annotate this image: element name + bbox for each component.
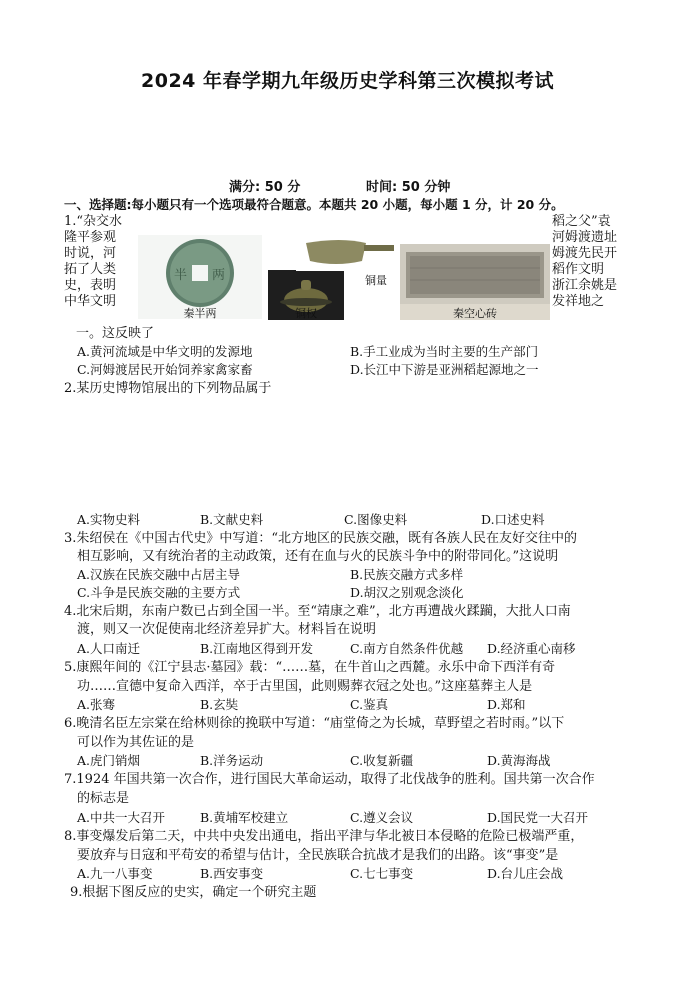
q3-option-c[interactable]: C.斗争是民族交融的主要方式 bbox=[77, 585, 241, 600]
q1-left-line: 1.“杂交水 bbox=[64, 214, 123, 229]
q8-line: 8.事变爆发后第二天，中共中央发出通电，指出平津与华北被日本侵略的危险已极端严重， bbox=[64, 829, 584, 844]
q1-option-d[interactable]: D.长江中下游是亚洲稻起源地之一 bbox=[350, 362, 539, 377]
q7-option-a[interactable]: A.中共一大召开 bbox=[77, 810, 166, 825]
q8-option-c[interactable]: C.七七事变 bbox=[350, 866, 414, 881]
q1-left-line: 隆平参观 bbox=[64, 230, 117, 245]
q1-right-line: 姆渡先民开 bbox=[552, 246, 618, 261]
q6-option-d[interactable]: D.黄海海战 bbox=[487, 753, 551, 768]
q8-line: 要放弃与日寇和平苟安的希望与估计，全民族联合抗战才是我们的出路。该“事变”是 bbox=[77, 848, 559, 863]
q5-line: 功……宣德中复命入西洋，卒于古里国，此则赐葬衣冠之处也。”这座墓葬主人是 bbox=[77, 679, 533, 694]
q1-right-line: 稻之父”袁 bbox=[552, 214, 611, 229]
q5-line: 5.康熙年间的《江宁县志·墓园》载：“……墓，在牛首山之西麓。永乐中命下西洋有奇 bbox=[64, 660, 556, 675]
q7-option-d[interactable]: D.国民党一大召开 bbox=[487, 810, 589, 825]
q2-option-c[interactable]: C.图像史料 bbox=[344, 512, 408, 527]
caption-bronze-weight: 铜权 bbox=[295, 307, 317, 320]
caption-hollow-brick: 秦空心砖 bbox=[453, 307, 497, 320]
caption-bronze-measure: 铜量 bbox=[365, 274, 387, 287]
q1-left-line: 时说，河 bbox=[64, 246, 117, 261]
q1-left-line: 史，表明 bbox=[64, 278, 117, 293]
q2-option-a[interactable]: A.实物史料 bbox=[77, 512, 141, 527]
q1-option-b[interactable]: B.手工业成为当时主要的生产部门 bbox=[350, 344, 539, 359]
q6-option-c[interactable]: C.收复新疆 bbox=[350, 753, 414, 768]
q1-right-line: 稻作文明 bbox=[552, 262, 605, 277]
q3-line: 3.朱绍侯在《中国古代史》中写道：“北方地区的民族交融，既有各族人民在友好交往中的 bbox=[64, 531, 578, 546]
q4-line: 渡，则又一次促使南北经济差异扩大。材料旨在说明 bbox=[77, 622, 377, 637]
q5-option-b[interactable]: B.玄奘 bbox=[200, 697, 239, 712]
q5-option-a[interactable]: A.张骞 bbox=[77, 697, 116, 712]
time-label: 时间: 50 分钟 bbox=[366, 180, 451, 195]
q1-tail: 一。这反映了 bbox=[76, 326, 155, 341]
q7-line: 的标志是 bbox=[77, 791, 130, 806]
q1-right-line: 河姆渡遗址 bbox=[552, 230, 618, 245]
q3-line: 相互影响，又有统治者的主动政策，还有在血与火的民族斗争中的附带同化。”这说明 bbox=[77, 549, 559, 564]
q4-line: 4.北宋后期，东南户数已占到全国一半。至“靖康之难”，北方再遭战火蹂躏，大批人口南 bbox=[64, 604, 571, 619]
section-heading: 一、选择题:每小题只有一个选项最符合题意。本题共 20 小题，每小题 1 分，计 20 分。 bbox=[64, 197, 564, 212]
q7-option-b[interactable]: B.黄埔军校建立 bbox=[200, 810, 289, 825]
q2-stem: 2.某历史博物馆展出的下列物品属于 bbox=[64, 381, 272, 396]
q6-option-b[interactable]: B.洋务运动 bbox=[200, 753, 264, 768]
score-label: 满分: 50 分 bbox=[229, 180, 301, 195]
svg-text:半: 半 bbox=[174, 268, 188, 283]
q4-option-a[interactable]: A.人口南迁 bbox=[77, 641, 141, 656]
q7-option-c[interactable]: C.遵义会议 bbox=[350, 810, 414, 825]
q1-left-line: 拓了人类 bbox=[64, 262, 117, 277]
q5-option-d[interactable]: D.郑和 bbox=[487, 697, 526, 712]
exam-title: 2024 年春学期九年级历史学科第三次模拟考试 bbox=[141, 70, 554, 92]
q7-line: 7.1924 年国共第一次合作，进行国民大革命运动，取得了北伐战争的胜利。国共第一次合作 bbox=[64, 772, 595, 787]
bronze-measure-image bbox=[296, 231, 398, 271]
q9-stem: 9.根据下图反应的史实，确定一个研究主题 bbox=[70, 885, 317, 900]
q6-line: 6.晚清名臣左宗棠在给林则徐的挽联中写道：“庙堂倚之为长城，草野望之若时雨。”以下 bbox=[64, 716, 565, 731]
q3-option-b[interactable]: B.民族交融方式多样 bbox=[350, 567, 464, 582]
q1-option-a[interactable]: A.黄河流域是中华文明的发源地 bbox=[77, 344, 253, 359]
q1-option-c[interactable]: C.河姆渡居民开始饲养家禽家畜 bbox=[77, 362, 253, 377]
caption-banliang: 秦半两 bbox=[183, 307, 217, 320]
q6-line: 可以作为其佐证的是 bbox=[77, 735, 195, 750]
q2-option-d[interactable]: D.口述史料 bbox=[481, 512, 545, 527]
q1-right-line: 浙江余姚是 bbox=[552, 278, 618, 293]
q3-option-a[interactable]: A.汉族在民族交融中占居主导 bbox=[77, 567, 241, 582]
q6-option-a[interactable]: A.虎门销烟 bbox=[77, 753, 141, 768]
q1-right-line: 发祥地之 bbox=[552, 294, 605, 309]
q4-option-d[interactable]: D.经济重心南移 bbox=[487, 641, 576, 656]
q4-option-b[interactable]: B.江南地区得到开发 bbox=[200, 641, 314, 656]
q2-option-b[interactable]: B.文献史料 bbox=[200, 512, 264, 527]
q8-option-a[interactable]: A.九一八事变 bbox=[77, 866, 153, 881]
q1-right-text bbox=[552, 214, 617, 310]
q3-option-d[interactable]: D.胡汉之别观念淡化 bbox=[350, 585, 464, 600]
q1-left-line: 中华文明 bbox=[64, 294, 117, 309]
q4-option-c[interactable]: C.南方自然条件优越 bbox=[350, 641, 464, 656]
q8-option-b[interactable]: B.西安事变 bbox=[200, 866, 264, 881]
q5-option-c[interactable]: C.鉴真 bbox=[350, 697, 389, 712]
q1-left-text bbox=[64, 214, 122, 310]
svg-text:两: 两 bbox=[212, 268, 226, 283]
q8-option-d[interactable]: D.台儿庄会战 bbox=[487, 866, 564, 881]
